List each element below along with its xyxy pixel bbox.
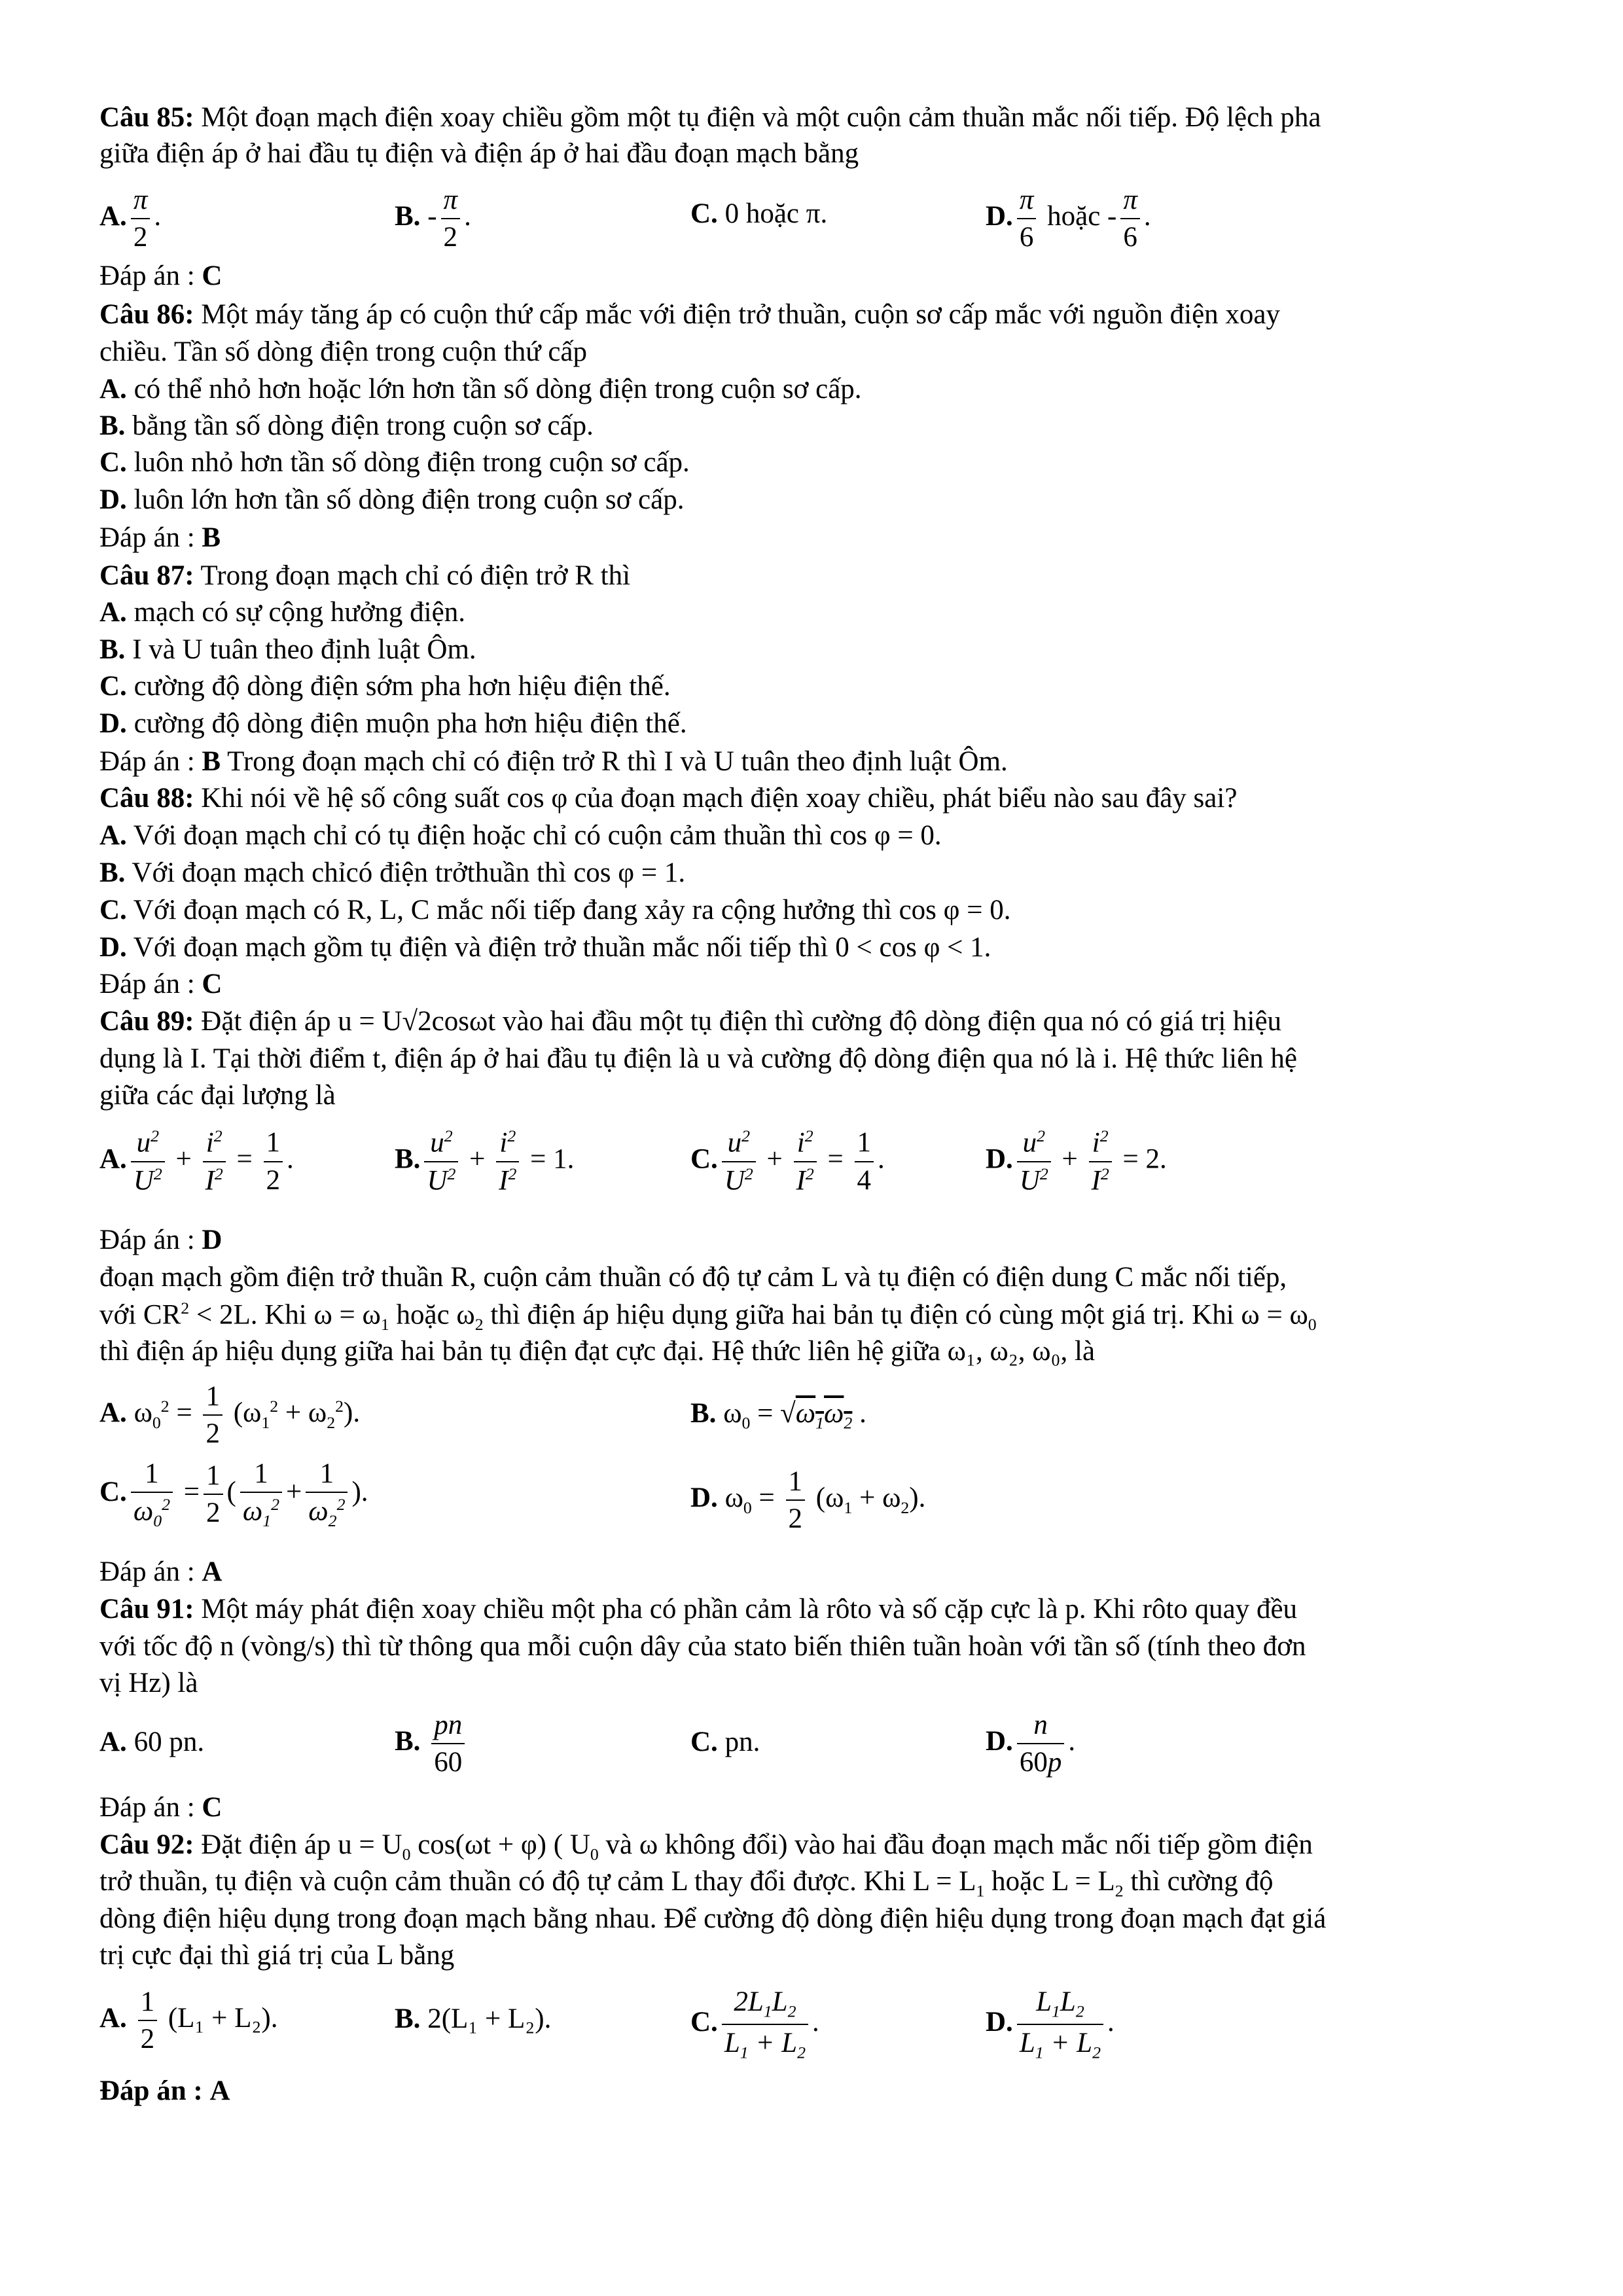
- answer-label: Đáp án :: [99, 969, 195, 999]
- q91-stem-2: với tốc độ n (vòng/s) thì từ thông qua mỗi cuộn dây của stato biến thiên tuần hoàn với tần số (tính theo đơn: [99, 1631, 1306, 1662]
- q88-option-a: A. Với đoạn mạch chỉ có tụ điện hoặc chỉ có cuộn cảm thuần thì cos φ = 0.: [99, 820, 942, 851]
- q87-text-1: Trong đoạn mạch chỉ có điện trở R thì: [200, 560, 631, 591]
- option-text: có thể nhỏ hơn hoặc lớn hơn tần số dòng điện trong cuộn sơ cấp.: [134, 374, 862, 404]
- q89-label: Câu 89:: [99, 1006, 194, 1037]
- q89-option-d: D. $\frac{u^2}{U^2}$ + $\frac{i^2}{I^2}$ = 2.: [986, 1126, 1167, 1196]
- option-text: (L₁ + L₂).: [168, 2003, 278, 2034]
- q88-text-1: Khi nói về hệ số công suất cos φ của đoạn mạch điện xoay chiều, phát biểu nào sau đây sai?: [201, 783, 1238, 814]
- q85-c-text: 0 hoặc π.: [724, 198, 828, 229]
- q92-option-b: B. 2(L₁ + L₂).: [395, 2003, 552, 2034]
- q92-part: cos(ωt + φ) ( U: [410, 1829, 590, 1860]
- answer-label: Đáp án :: [99, 522, 195, 553]
- q92-part: hoặc L = L: [984, 1866, 1115, 1897]
- q91-option-b: B. $\frac{pn}{60}$: [395, 1710, 469, 1778]
- option-text: 2(L₁ + L₂).: [427, 2003, 552, 2034]
- answer-label: Đáp án :: [99, 2075, 203, 2106]
- q91-option-d: D. $\frac{n}{60p}$ .: [986, 1710, 1076, 1778]
- q90-part: hoặc ω: [389, 1299, 475, 1331]
- q88-stem: [99, 784, 1237, 812]
- q85-answer: [99, 262, 222, 290]
- q88-option-d: D. Với đoạn mạch gồm tụ điện và điện trở thuần mắc nối tiếp thì 0 < cos φ < 1.: [99, 932, 991, 963]
- q86-stem: [99, 300, 1280, 329]
- q87-option-a: A. mạch có sự cộng hưởng điện.: [99, 597, 465, 628]
- answer-label: Đáp án :: [99, 1792, 195, 1823]
- answer-value: B: [202, 522, 221, 553]
- q86-option-a: A. có thể nhỏ hơn hoặc lớn hơn tần số dòng điện trong cuộn sơ cấp.: [99, 374, 862, 404]
- q86-option-b: B. bằng tần số dòng điện trong cuộn sơ cấp.: [99, 410, 594, 441]
- q89-stem-3: giữa các đại lượng là: [99, 1080, 336, 1111]
- q92-stem: Câu 92: Đặt điện áp $u = U_0$ cos(ωt + φ) ( $U_0$ và ω không đổi) vào hai đầu đoạn mạch mắc nối tiếp gồm điện: [99, 1829, 1313, 1864]
- option-text: Với đoạn mạch gồm tụ điện và điện trở thuần mắc nối tiếp thì 0 < cos φ < 1.: [133, 932, 991, 963]
- q88-label: Câu 88:: [99, 783, 194, 814]
- q90-option-d: D. $\omega_0$ = $\frac{1}{2}$ $(\omega_1 + \omega_2)$.: [690, 1466, 926, 1535]
- q87-stem: [99, 562, 630, 590]
- answer-note: Trong đoạn mạch chỉ có điện trở R thì I và U tuân theo định luật Ôm.: [227, 746, 1008, 777]
- fraction: $\frac{\pi}{6}$: [1120, 185, 1140, 253]
- option-text: cường độ dòng điện sớm pha hơn hiệu điện thế.: [134, 671, 671, 702]
- q90-option-c: C. $\frac{1}{\omega_0^2}$ = $\frac{1}{2}$ ( $\frac{1}{\omega_1^2}$ + $\frac{1}{\omega_2^2}$ ).: [99, 1458, 368, 1531]
- q90-option-b: B. $\omega_0 = √\omega_1\omega_2$ .: [690, 1398, 866, 1433]
- option-text: luôn lớn hơn tần số dòng điện trong cuộn sơ cấp.: [134, 484, 685, 515]
- option-text: cường độ dòng điện muộn pha hơn hiệu điện thế.: [134, 708, 687, 739]
- q88-option-b: B. Với đoạn mạch chỉcó điện trởthuần thì cos φ = 1.: [99, 857, 686, 888]
- q89-option-b: B. $\frac{u^2}{U^2}$ + $\frac{i^2}{I^2}$ = 1.: [395, 1126, 575, 1196]
- q90-part: với CR: [99, 1299, 181, 1331]
- q89-d-rhs: = 2.: [1122, 1143, 1167, 1175]
- q85-stem: [99, 103, 1321, 132]
- opt-label: A.: [99, 201, 127, 232]
- answer-value: C: [202, 969, 223, 999]
- opt-label: D.: [986, 201, 1013, 232]
- q92-stem-4: trị cực đại thì giá trị của L bằng: [99, 1940, 455, 1971]
- q85-option-d: D. $\frac{\pi}{6}$ hoặc - $\frac{\pi}{6}$ .: [986, 185, 1151, 253]
- q89-option-c: C. $\frac{u^2}{U^2}$ + $\frac{i^2}{I^2}$ = $\frac{1}{4}$ .: [690, 1126, 885, 1196]
- q87-label: Câu 87:: [99, 560, 194, 591]
- q91-stem: [99, 1595, 1297, 1623]
- q92-part: trở thuần, tụ điện và cuộn cảm thuần có độ tự cảm L thay đổi được. Khi L = L: [99, 1866, 976, 1897]
- fraction: $\frac{\pi}{2}$: [131, 185, 151, 253]
- q92-option-c: C. $\frac{2L_1L_2}{L_1 + L_2}$ .: [690, 1986, 819, 2062]
- q92-part: thì cường độ: [1130, 1866, 1274, 1897]
- option-text: 60 pn.: [134, 1727, 205, 1757]
- q89-b-rhs: = 1.: [530, 1143, 575, 1175]
- q90-answer: [99, 1558, 222, 1586]
- q92-answer: [99, 2077, 230, 2105]
- option-text: mạch có sự cộng hưởng điện.: [134, 597, 465, 628]
- q90-stem-1: đoạn mạch gồm điện trở thuần R, cuộn cảm thuần có độ tự cảm L và tụ điện có điện dung C mắc nối tiếp,: [99, 1262, 1287, 1293]
- opt-label: C.: [690, 198, 718, 229]
- q85-stem-2: giữa điện áp ở hai đầu tụ điện và điện áp ở hai đầu đoạn mạch bằng: [99, 138, 859, 169]
- q89-option-a: A. $\frac{u^2}{U^2}$ + $\frac{i^2}{I^2}$ = $\frac{1}{2}$ .: [99, 1126, 294, 1196]
- q90-part: < 2L. Khi ω = ω: [189, 1299, 381, 1331]
- q89-answer: [99, 1226, 222, 1254]
- q89-stem: [99, 1007, 1281, 1035]
- q85-option-a: A. $\frac{\pi}{2}$ .: [99, 185, 162, 253]
- q87-option-c: C. cường độ dòng điện sớm pha hơn hiệu điện thế.: [99, 671, 671, 702]
- q90-part: thì điện áp hiệu dụng giữa hai bản tụ điện có cùng một giá trị. Khi ω = ω: [490, 1299, 1308, 1331]
- q92-stem-2: trở thuần, tụ điện và cuộn cảm thuần có độ tự cảm L thay đổi được. Khi $L = L_1$ hoặc $L = L_2$ thì cường độ: [99, 1866, 1274, 1901]
- q88-answer: [99, 970, 222, 998]
- fraction: $\frac{\pi}{6}$: [1017, 185, 1037, 253]
- q87-option-d: D. cường độ dòng điện muộn pha hơn hiệu điện thế.: [99, 708, 687, 739]
- q88-option-c: C. Với đoạn mạch có R, L, C mắc nối tiếp đang xảy ra cộng hưởng thì cos φ = 0.: [99, 895, 1011, 925]
- q91-option-c: C. pn.: [690, 1727, 760, 1757]
- q92-option-d: D. $\frac{L_1L_2}{L_1 + L_2}$ .: [986, 1986, 1115, 2062]
- q92-part: và ω không đổi) vào hai đầu đoạn mạch mắc nối tiếp gồm điện: [605, 1829, 1313, 1860]
- option-text: Với đoạn mạch chỉ có tụ điện hoặc chỉ có cuộn cảm thuần thì cos φ = 0.: [133, 820, 942, 851]
- q89-stem-2: dụng là I. Tại thời điểm t, điện áp ở hai đầu tụ điện là u và cường độ dòng điện qua nó là i. Hệ thức liên hệ: [99, 1043, 1298, 1074]
- option-text: Với đoạn mạch chỉcó điện trởthuần thì cos φ = 1.: [132, 857, 686, 888]
- q89-text-1: Đặt điện áp u = U√2cosωt vào hai đầu một tụ điện thì cường độ dòng điện qua nó có giá trị hiệu: [194, 1006, 1282, 1037]
- q86-option-c: C. luôn nhỏ hơn tần số dòng điện trong cuộn sơ cấp.: [99, 447, 690, 478]
- q91-answer: [99, 1793, 222, 1821]
- q86-answer: [99, 524, 221, 552]
- option-text: I và U tuân theo định luật Ôm.: [132, 634, 476, 665]
- q85-label: Câu 85:: [99, 102, 194, 133]
- answer-label: Đáp án :: [99, 260, 195, 291]
- option-text: luôn nhỏ hơn tần số dòng điện trong cuộn sơ cấp.: [134, 447, 690, 478]
- answer-value: D: [202, 1225, 223, 1255]
- q86-label: Câu 86:: [99, 299, 194, 330]
- q85-option-c: [690, 200, 827, 228]
- q92-part: Đặt điện áp u = U: [194, 1829, 402, 1860]
- q85-text-1: Một đoạn mạch điện xoay chiều gồm một tụ điện và một cuộn cảm thuần mắc nối tiếp. Độ lệch pha: [201, 102, 1321, 133]
- q85-d-mid: hoặc -: [1047, 201, 1117, 232]
- q90-stem-2: với $CR^2 < 2L$. Khi $\omega = \omega_1$ hoặc $\omega_2$ thì điện áp hiệu dụng giữa hai bản tụ điện có cùng một giá trị. Khi $\omega = \omega_0$: [99, 1299, 1317, 1334]
- q91-option-a: A. 60 pn.: [99, 1727, 205, 1757]
- answer-value: C: [202, 1792, 223, 1823]
- answer-value: C: [202, 260, 223, 291]
- q90-option-a: A. $\omega_0^2$ = $\frac{1}{2}$ $(\omega_1^2 + \omega_2^2)$.: [99, 1381, 361, 1450]
- q86-stem-2: chiều. Tần số dòng điện trong cuộn thứ cấp: [99, 336, 587, 367]
- q86-text-1: Một máy tăng áp có cuộn thứ cấp mắc với điện trở thuần, cuộn sơ cấp mắc với nguồn điện xoay: [201, 299, 1280, 330]
- q86-option-d: D. luôn lớn hơn tần số dòng điện trong cuộn sơ cấp.: [99, 484, 685, 515]
- option-text: pn.: [724, 1727, 760, 1757]
- q91-text-1: Một máy phát điện xoay chiều một pha có phần cảm là rôto và số cặp cực là p. Khi rôto quay đều: [201, 1594, 1298, 1624]
- q92-label: Câu 92:: [99, 1829, 194, 1860]
- q91-label: Câu 91:: [99, 1594, 194, 1624]
- answer-label: Đáp án :: [99, 1225, 195, 1255]
- fraction: $\frac{\pi}{2}$: [441, 185, 461, 253]
- answer-value: A: [202, 1556, 223, 1587]
- q92-option-a: A. $\frac{1}{2}$ (L₁ + L₂).: [99, 1986, 278, 2055]
- opt-label: B.: [395, 201, 421, 232]
- q90-stem-3: thì điện áp hiệu dụng giữa hai bản tụ điện đạt cực đại. Hệ thức liên hệ giữa ω₁, ω₂, ω₀, là: [99, 1336, 1096, 1367]
- q85-option-b: B. - $\frac{\pi}{2}$ .: [395, 185, 471, 253]
- q87-answer: [99, 747, 1008, 776]
- answer-label: Đáp án :: [99, 746, 195, 777]
- q91-stem-3: vị Hz) là: [99, 1668, 198, 1698]
- answer-value: B: [202, 746, 221, 777]
- answer-value: A: [209, 2075, 230, 2106]
- option-text: Với đoạn mạch có R, L, C mắc nối tiếp đang xảy ra cộng hưởng thì cos φ = 0.: [133, 895, 1011, 925]
- answer-label: Đáp án :: [99, 1556, 195, 1587]
- q92-stem-3: dòng điện hiệu dụng trong đoạn mạch bằng nhau. Để cường độ dòng điện hiệu dụng trong đoạn mạch đạt giá: [99, 1903, 1327, 1934]
- q87-option-b: B. I và U tuân theo định luật Ôm.: [99, 634, 476, 665]
- option-text: bằng tần số dòng điện trong cuộn sơ cấp.: [132, 410, 594, 441]
